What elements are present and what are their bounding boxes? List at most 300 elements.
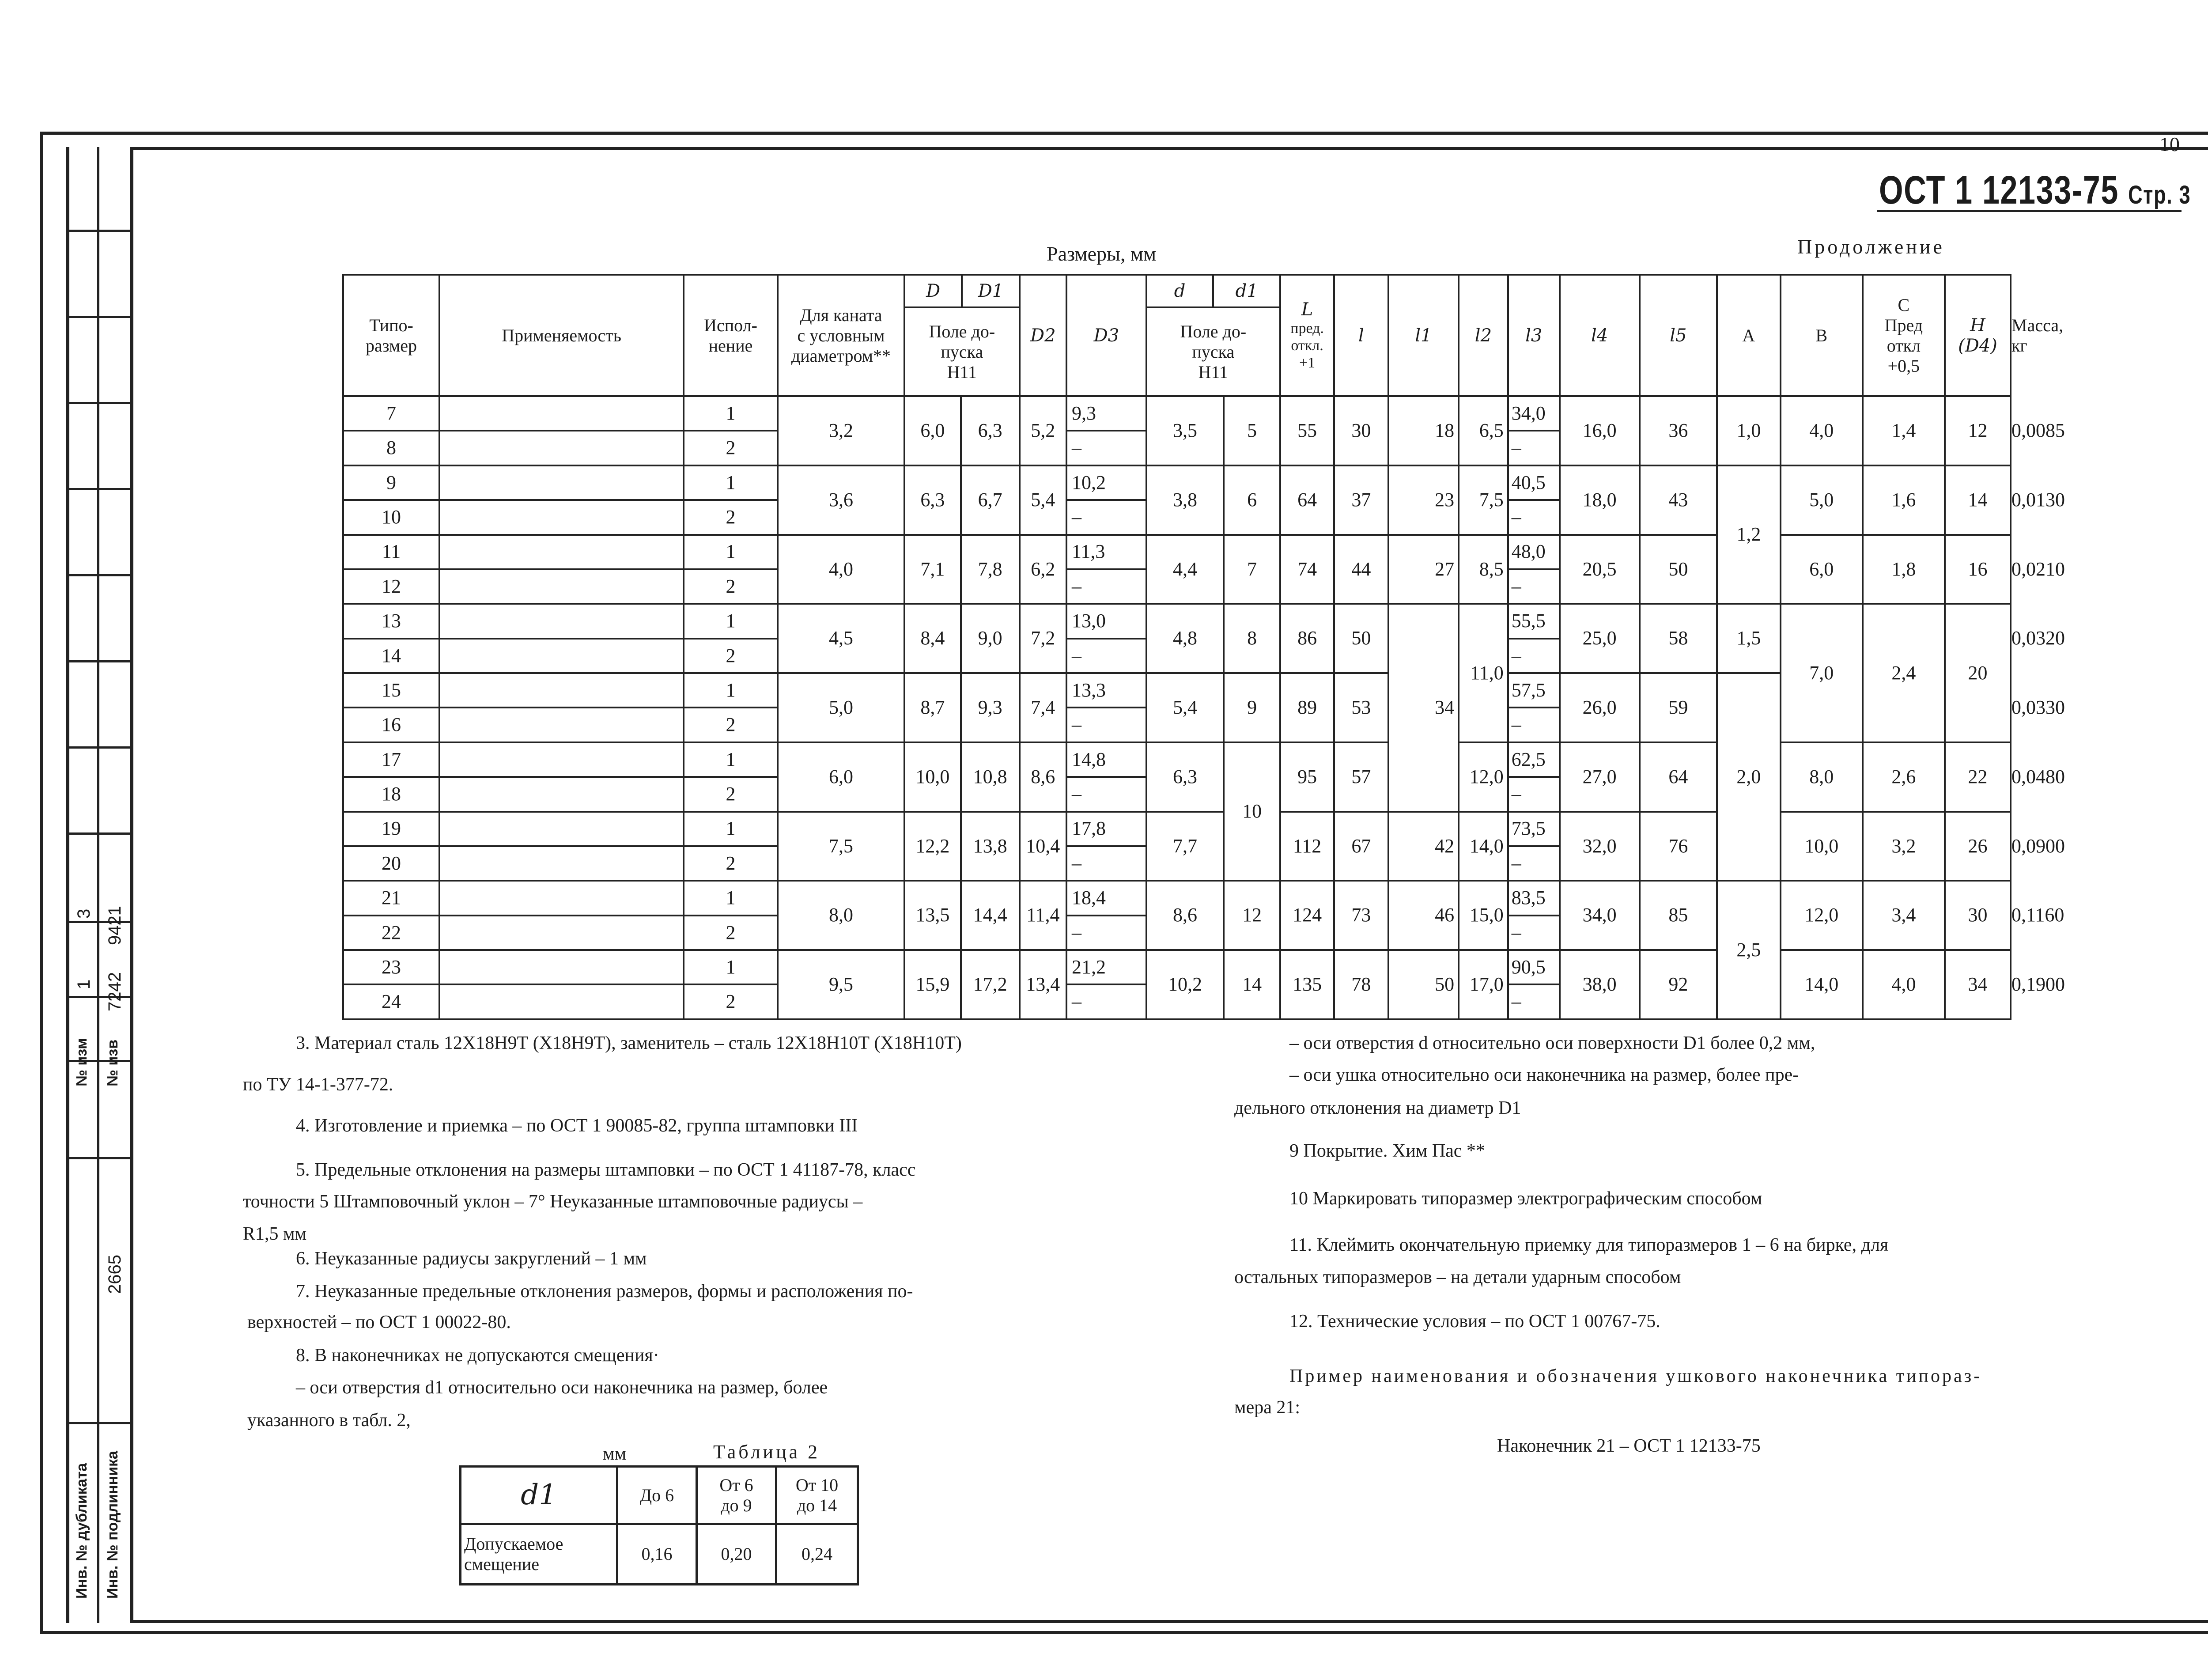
th-l: l [1334,275,1388,396]
cell-l4: 20,5 [1560,535,1640,604]
th-L [1280,275,1334,396]
table2-head: d1 [461,1467,617,1524]
cell-ispolnenie: 1 [684,742,778,777]
cell-D1: 9,0 [961,604,1020,673]
cell-D2: 8,6 [1020,742,1066,812]
cell-tiporazmer: 7 [343,396,439,431]
cell-D2: 11,4 [1020,881,1066,950]
cell-H: 34 [1945,950,2011,1019]
designation-underline [1877,210,2182,212]
cell-l3: 57,5 [1508,673,1560,708]
cell-D3: 10,2 [1066,465,1146,500]
cell-primenyaemost [439,500,684,534]
cell-d1: 12 [1224,881,1280,950]
th-l4: l4 [1560,275,1640,396]
th-C-tolerance: Пред откл +0,5 [1884,315,1923,376]
th-l2: l2 [1459,275,1508,396]
th-L-tolerance: пред. откл. +1 [1290,320,1324,371]
note-right-line: мера 21: [1234,1397,1301,1418]
cell-l3: – [1508,984,1560,1019]
cell-primenyaemost [439,742,684,777]
cell-tiporazmer: 16 [343,708,439,742]
cell-D: 13,5 [904,881,961,950]
cell-D2: 5,4 [1020,465,1066,535]
note-left-line: 7. Неуказанные предельные отклонения размеров, формы и расположения по- [296,1281,913,1302]
cell-primenyaemost [439,465,684,500]
stamp-line [66,1422,130,1424]
cell-H: 22 [1945,742,2011,812]
cell-kanat: 3,6 [778,465,904,535]
cell-D3: – [1066,569,1146,604]
th-C [1863,275,1945,396]
cell-D3: 13,3 [1066,673,1146,708]
cell-kanat: 3,2 [778,396,904,465]
th-H [1945,275,2011,396]
note-left-line: верхностей – по ОСТ 1 00022-80. [247,1312,511,1332]
note-right-line: 11. Клеймить окончательную приемку для типоразмеров 1 – 6 на бирке, для [1289,1235,1889,1255]
cell-l: 37 [1334,465,1388,535]
cell-ispolnenie: 2 [684,500,778,534]
cell-l1: 27 [1388,535,1459,604]
th-D3: D3 [1066,275,1146,396]
cell-ispolnenie: 1 [684,673,778,708]
th-ispolnenie: Испол- нение [684,275,778,396]
cell-tiporazmer: 19 [343,812,439,846]
cell-D1: 17,2 [961,950,1020,1019]
continuation-label: Продолжение [1797,235,1945,258]
table-row: 19 1 7,5 12,2 13,8 10,4 17,8 7,7 112 67 42 14,0 73,5 32,0 76 10,0 3,2 26 0,0900 [343,812,2011,846]
note-right-line: 12. Технические условия – по ОСТ 1 00767-75. [1289,1311,1660,1332]
cell-D2: 5,2 [1020,396,1066,465]
cell-tiporazmer: 23 [343,950,439,984]
cell-D1: 6,3 [961,396,1020,465]
cell-l: 73 [1334,881,1388,950]
note-right-line: – оси отверстия d относительно оси поверхности D1 более 0,2 мм, [1289,1033,1815,1053]
cell-D: 12,2 [904,812,961,881]
cell-d: 3,5 [1146,396,1224,465]
table2-col-2: От 6 до 9 [697,1467,776,1524]
th-B: В [1781,275,1863,396]
table2-title: Таблица 2 [713,1441,820,1463]
cell-D3: – [1066,984,1146,1019]
th-tiporazmer: Типо- размер [343,275,439,396]
table-row: 17 1 6,0 10,0 10,8 8,6 14,8 6,3 10 95 57 12,0 62,5 27,0 64 8,0 2,6 22 0,0480 [343,742,2011,777]
table-row: 11 1 4,0 7,1 7,8 6,2 11,3 4,4 7 74 44 27 8,5 48,0 20,5 50 6,0 1,8 16 0,0210 [343,535,2011,569]
stamp-inv-original: Инв. № подлинника [104,1451,121,1599]
cell-D3: – [1066,500,1146,534]
table-row: 9 1 3,6 6,3 6,7 5,4 10,2 3,8 6 64 37 23 7,5 40,5 18,0 43 1,2 5,0 1,6 14 0,0130 [343,465,2011,500]
cell-l: 57 [1334,742,1388,812]
th-D1: D1 [961,276,1018,306]
note-right-line: – оси ушка относительно оси наконечника на размер, более пре- [1289,1065,1799,1085]
cell-l2: 7,5 [1459,465,1508,535]
cell-l5: 64 [1640,742,1717,812]
cell-D1: 13,8 [961,812,1020,881]
cell-d: 4,8 [1146,604,1224,673]
cell-D3: 14,8 [1066,742,1146,777]
cell-tiporazmer: 10 [343,500,439,534]
dimensions-table [342,274,2065,1020]
cell-d: 4,4 [1146,535,1224,604]
stamp-divider [97,147,99,1623]
cell-D3: 21,2 [1066,950,1146,984]
cell-l4: 26,0 [1560,673,1640,742]
note-left-line: точности 5 Штамповочный уклон – 7° Неуказанные штамповочные радиусы – [243,1192,863,1212]
cell-kanat: 9,5 [778,950,904,1019]
cell-D3: – [1066,777,1146,811]
cell-ispolnenie: 2 [684,569,778,604]
cell-ispolnenie: 2 [684,984,778,1019]
cell-d: 3,8 [1146,465,1224,535]
cell-C: 1,6 [1863,465,1945,535]
note-right-line: остальных типоразмеров – на детали ударным способом [1234,1267,1681,1287]
cell-H: 14 [1945,465,2011,535]
stamp-line [66,402,130,404]
cell-l2: 11,0 [1459,604,1508,742]
cell-tiporazmer: 20 [343,846,439,881]
cell-ispolnenie: 1 [684,535,778,569]
sizes-caption: Размеры, мм [1047,242,1157,265]
th-l3: l3 [1508,275,1560,396]
cell-tiporazmer: 15 [343,673,439,708]
th-D-D1 [904,275,1020,396]
th-kanat: Для каната с условным диаметром** [778,275,904,396]
cell-l1: 42 [1388,812,1459,881]
cell-l1: 18 [1388,396,1459,465]
cell-tiporazmer: 18 [343,777,439,811]
cell-B: 12,0 [1781,881,1863,950]
cell-D3: 9,3 [1066,396,1146,431]
cell-l3: 62,5 [1508,742,1560,777]
cell-l5: 43 [1640,465,1717,535]
cell-kanat: 7,5 [778,812,904,881]
cell-d: 7,7 [1146,812,1224,881]
cell-d1: 8 [1224,604,1280,673]
stamp-line [66,660,130,662]
th-H-sub: (D4) [1958,335,1997,356]
cell-L: 64 [1280,465,1334,535]
cell-primenyaemost [439,916,684,950]
cell-l2: 15,0 [1459,881,1508,950]
cell-tiporazmer: 21 [343,881,439,915]
stamp-line [66,1157,130,1159]
cell-l3: 83,5 [1508,881,1560,915]
cell-primenyaemost [439,881,684,915]
cell-D1: 10,8 [961,742,1020,812]
cell-tiporazmer: 17 [343,742,439,777]
cell-H: 12 [1945,396,2011,465]
cell-L: 55 [1280,396,1334,465]
cell-d: 10,2 [1146,950,1224,1019]
cell-ispolnenie: 2 [684,639,778,673]
cell-l3: – [1508,846,1560,881]
cell-primenyaemost [439,950,684,984]
stamp-izm-label: № изм [73,1038,90,1086]
cell-l1: 46 [1388,881,1459,950]
cell-L: 89 [1280,673,1334,742]
cell-A: 1,0 [1717,396,1781,465]
cell-L: 86 [1280,604,1334,673]
table-row: 21 1 8,0 13,5 14,4 11,4 18,4 8,6 12 124 73 46 15,0 83,5 34,0 85 2,5 12,0 3,4 30 0,1160 [343,881,2011,915]
cell-ispolnenie: 2 [684,846,778,881]
cell-D: 8,7 [904,673,961,742]
cell-ispolnenie: 1 [684,812,778,846]
cell-ispolnenie: 1 [684,881,778,915]
cell-B: 14,0 [1781,950,1863,1019]
cell-L: 74 [1280,535,1334,604]
stamp-izm-value2: 7242 [105,972,125,1011]
cell-C: 1,4 [1863,396,1945,465]
cell-ispolnenie: 1 [684,396,778,431]
cell-C: 3,2 [1863,812,1945,881]
cell-l5: 76 [1640,812,1717,881]
cell-kanat: 6,0 [778,742,904,812]
cell-C: 4,0 [1863,950,1945,1019]
cell-l2: 17,0 [1459,950,1508,1019]
cell-D3: 18,4 [1066,881,1146,915]
cell-l3: – [1508,431,1560,465]
th-L-symbol: L [1301,299,1313,320]
stamp-inv-duplicate: Инв. № дубликата [73,1463,90,1599]
cell-ispolnenie: 2 [684,916,778,950]
cell-B: 6,0 [1781,535,1863,604]
cell-l1: 34 [1388,604,1459,811]
cell-l4: 34,0 [1560,881,1640,950]
cell-D3: – [1066,639,1146,673]
cell-A: 2,5 [1717,881,1781,1019]
cell-D3: – [1066,431,1146,465]
cell-D3: – [1066,916,1146,950]
stamp-line [66,488,130,490]
document-designation: ОСТ 1 12133-75 Стр. 3 [1879,168,2191,212]
cell-D3: 11,3 [1066,535,1146,569]
th-D-field: Поле до- пуска Н11 [929,321,995,382]
note-right-line: дельного отклонения на диаметр D1 [1234,1098,1521,1118]
th-d: d [1174,281,1186,301]
cell-A: 1,2 [1717,465,1781,604]
th-D2: D2 [1020,275,1066,396]
cell-kanat: 5,0 [778,673,904,742]
stamp-line [66,832,130,835]
stamp-line [66,746,130,749]
cell-primenyaemost [439,569,684,604]
cell-l4: 16,0 [1560,396,1640,465]
cell-primenyaemost [439,708,684,742]
stamp-line [66,230,130,232]
cell-l2: 6,5 [1459,396,1508,465]
cell-B: 8,0 [1781,742,1863,812]
th-l1: l1 [1388,275,1459,396]
note-left-line: 5. Предельные отклонения на размеры штамповки – по ОСТ 1 41187-78, класс [296,1160,916,1180]
cell-H: 20 [1945,604,2011,742]
cell-d1: 7 [1224,535,1280,604]
cell-L: 135 [1280,950,1334,1019]
cell-l3: 73,5 [1508,812,1560,846]
cell-tiporazmer: 9 [343,465,439,500]
cell-l3: 34,0 [1508,396,1560,431]
sheet-number: 10 [2159,133,2180,155]
cell-ispolnenie: 1 [684,950,778,984]
cell-B: 7,0 [1781,604,1863,742]
cell-l3: – [1508,708,1560,742]
cell-l5: 58 [1640,604,1717,673]
cell-d1: 9 [1224,673,1280,742]
cell-D3: 13,0 [1066,604,1146,638]
th-D: D [926,281,941,301]
table2-value-3: 0,24 [776,1524,858,1585]
th-d-d1 [1146,275,1280,396]
note-right-line: 10 Маркировать типоразмер электрографическим способом [1289,1188,1762,1209]
cell-D2: 13,4 [1020,950,1066,1019]
note-right-line: 9 Покрытие. Хим Пас ** [1289,1141,1485,1161]
cell-primenyaemost [439,396,684,431]
cell-primenyaemost [439,777,684,811]
cell-d1: 10 [1224,742,1280,881]
table-row: 13 1 4,5 8,4 9,0 7,2 13,0 4,8 8 86 50 34 11,0 55,5 25,0 58 1,5 7,0 2,4 20 0,0320 [343,604,2011,638]
cell-ispolnenie: 1 [684,604,778,638]
cell-l2: 14,0 [1459,812,1508,881]
note-left-line: 3. Материал сталь 12Х18Н9Т (Х18Н9Т), заменитель – сталь 12Х18Н10Т (Х18Н10Т) [296,1033,962,1053]
cell-D1: 7,8 [961,535,1020,604]
th-d-field: Поле до- пуска Н11 [1180,321,1247,382]
th-l5: l5 [1640,275,1717,396]
cell-l: 50 [1334,604,1388,673]
cell-kanat: 4,0 [778,535,904,604]
cell-C: 2,6 [1863,742,1945,812]
note-left-line: по ТУ 14-1-377-72. [243,1075,393,1095]
cell-l3: – [1508,569,1560,604]
cell-D2: 6,2 [1020,535,1066,604]
cell-tiporazmer: 14 [343,639,439,673]
cell-primenyaemost [439,984,684,1019]
note-right-line: Пример наименования и обозначения ушкового наконечника типораз- [1289,1366,1982,1386]
th-A: А [1717,275,1781,396]
cell-l: 67 [1334,812,1388,881]
cell-ispolnenie: 2 [684,777,778,811]
table-row: 15 1 5,0 8,7 9,3 7,4 13,3 5,4 9 89 53 57,5 26,0 59 2,0 0,0330 [343,673,2011,708]
cell-D1: 9,3 [961,673,1020,742]
table2-value-2: 0,20 [697,1524,776,1585]
cell-D: 15,9 [904,950,961,1019]
cell-l5: 50 [1640,535,1717,604]
cell-l: 53 [1334,673,1388,742]
table2-col-3: От 10 до 14 [776,1467,858,1524]
table-row: 23 1 9,5 15,9 17,2 13,4 21,2 10,2 14 135 78 50 17,0 90,5 38,0 92 14,0 4,0 34 0,1900 [343,950,2011,984]
table2-head-row [461,1467,858,1524]
cell-l3: 40,5 [1508,465,1560,500]
cell-l4: 18,0 [1560,465,1640,535]
cell-C: 3,4 [1863,881,1945,950]
cell-H: 16 [1945,535,2011,604]
cell-A: 2,0 [1717,673,1781,881]
cell-tiporazmer: 13 [343,604,439,638]
cell-d: 5,4 [1146,673,1224,742]
cell-l: 30 [1334,396,1388,465]
cell-primenyaemost [439,431,684,465]
stamp-izv-label: № изв [104,1039,121,1086]
cell-L: 95 [1280,742,1334,812]
cell-primenyaemost [439,673,684,708]
table2-col-1: До 6 [617,1467,697,1524]
cell-L: 124 [1280,881,1334,950]
note-left-line: R1,5 мм [243,1224,307,1244]
cell-H: 26 [1945,812,2011,881]
cell-B: 4,0 [1781,396,1863,465]
cell-l4: 32,0 [1560,812,1640,881]
cell-B: 5,0 [1781,465,1863,535]
cell-l1: 50 [1388,950,1459,1019]
stamp-inv-value: 2665 [105,1255,125,1294]
table-row: 7 1 3,2 6,0 6,3 5,2 9,3 3,5 5 55 30 18 6,5 34,0 16,0 36 1,0 4,0 1,4 12 0,0085 [343,396,2011,431]
cell-l1: 23 [1388,465,1459,535]
cell-l: 78 [1334,950,1388,1019]
cell-D: 8,4 [904,604,961,673]
table2-row-label: Допускаемое смещение [461,1524,617,1585]
cell-D2: 10,4 [1020,812,1066,881]
cell-D1: 14,4 [961,881,1020,950]
cell-primenyaemost [439,846,684,881]
cell-l: 44 [1334,535,1388,604]
cell-tiporazmer: 22 [343,916,439,950]
stamp-izm-value: 1 [74,979,94,989]
cell-D2: 7,4 [1020,673,1066,742]
table2-value-row [461,1524,858,1585]
cell-D3: 17,8 [1066,812,1146,846]
cell-B: 10,0 [1781,812,1863,881]
cell-A: 1,5 [1717,604,1781,673]
cell-tiporazmer: 12 [343,569,439,604]
cell-l2: 12,0 [1459,742,1508,812]
note-left-line: указанного в табл. 2, [247,1410,411,1430]
cell-l5: 85 [1640,881,1717,950]
cell-D1: 6,7 [961,465,1020,535]
cell-d: 6,3 [1146,742,1224,812]
cell-primenyaemost [439,812,684,846]
cell-d1: 5 [1224,396,1280,465]
cell-D: 10,0 [904,742,961,812]
cell-l4: 38,0 [1560,950,1640,1019]
cell-d1: 6 [1224,465,1280,535]
cell-l4: 25,0 [1560,604,1640,673]
stamp-izv-value: 3 [74,908,94,919]
cell-D: 6,0 [904,396,961,465]
cell-C: 1,8 [1863,535,1945,604]
cell-C: 2,4 [1863,604,1945,742]
th-d1: d1 [1212,276,1279,306]
cell-D3: – [1066,708,1146,742]
cell-l3: – [1508,500,1560,534]
stamp-line [66,316,130,318]
th-primenyaemost: Применяемость [439,275,684,396]
table2-unit: мм [603,1444,627,1464]
cell-tiporazmer: 24 [343,984,439,1019]
cell-l3: – [1508,916,1560,950]
cell-primenyaemost [439,604,684,638]
note-left-line: – оси отверстия d1 относительно оси наконечника на размер, более [296,1377,828,1398]
cell-l2: 8,5 [1459,535,1508,604]
cell-l5: 36 [1640,396,1717,465]
note-left-line: 8. В наконечниках не допускаются смещения· [296,1345,659,1366]
cell-l3: 55,5 [1508,604,1560,638]
cell-l4: 27,0 [1560,742,1640,812]
cell-tiporazmer: 8 [343,431,439,465]
cell-d1: 14 [1224,950,1280,1019]
note-right-line: Наконечник 21 – ОСТ 1 12133-75 [1497,1436,1761,1456]
cell-D2: 7,2 [1020,604,1066,673]
stamp-izv-value2: 9421 [105,906,125,945]
table2 [459,1465,859,1585]
note-left-line: 4. Изготовление и приемка – по ОСТ 1 90085-82, группа штамповки III [296,1116,858,1136]
